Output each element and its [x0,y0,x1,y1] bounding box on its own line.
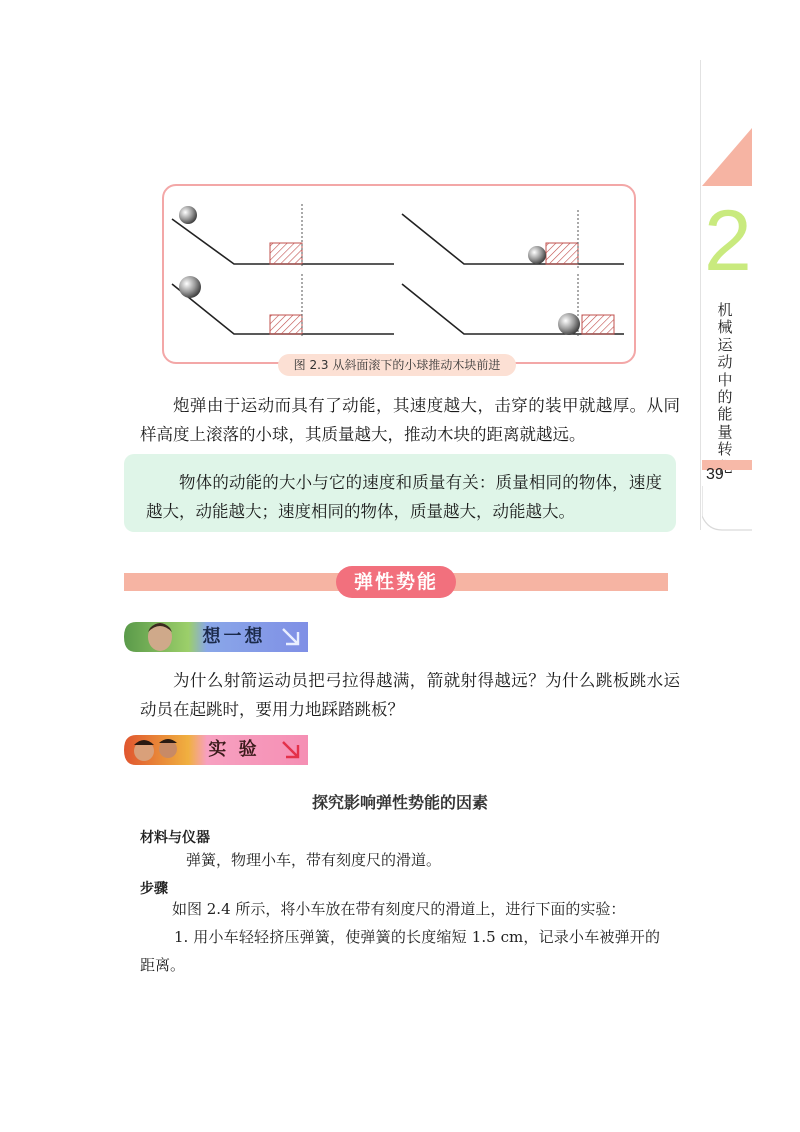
experiment-title: 探究影响弹性势能的因素 [311,793,488,812]
think-banner [124,620,308,654]
small-ball [179,206,197,224]
steps-intro: 如图 2.4 所示，将小车放在带有刻度尺的滑道上，进行下面的实验： [172,900,626,918]
section-title: 弹性势能 [336,566,456,598]
diagram-bottom-right [402,274,624,338]
materials-heading: 材料与仪器 [140,830,210,846]
think-question-text: 为什么射箭运动员把弓拉得越满，箭就射得越远？为什么跳板跳水运动员在起跳时，要用力地踩踏跳板？ [140,671,680,719]
key-point-text: 物体的动能的大小与它的速度和质量有关：质量相同的物体，速度越大，动能越大；速度相同的物体，质量越大，动能越大。 [146,473,662,521]
arrow-down-right-icon [280,626,302,648]
step-1: 1. 用小车轻轻挤压弹簧，使弹簧的长度缩短 1.5 cm，记录小车被弹开的距离。 [140,928,660,974]
large-ball-moved [558,313,580,335]
figure-caption: 图 2.3 从斜面滚下的小球推动木块前进 [278,354,516,376]
materials-text: 弹簧，物理小车，带有刻度尺的滑道。 [186,851,442,869]
side-tab-triangle [702,128,752,186]
side-tab-fold [702,486,752,532]
think-banner-label: 想一想 [202,626,266,647]
figure-incline-diagram [162,184,636,364]
experiment-banner [124,733,308,767]
diagram-top-right [402,210,624,268]
chapter-number: 2 [704,193,752,289]
body-paragraph: 炮弹由于运动而具有了动能，其速度越大，击穿的装甲就越厚。从同样高度上滚落的小球，其质量越大，推动木块的距离就越远。 [140,396,680,444]
steps-heading: 步骤 [140,881,168,897]
large-ball [179,276,201,298]
diagram-bottom-left [172,274,394,338]
page-number: 39 [706,466,724,483]
small-ball-moved [528,246,546,264]
diagram-top-left [172,204,394,268]
arrow-down-right-icon [280,739,302,761]
chapter-title: 机械运动中的能量转 [717,301,733,459]
experiment-banner-label: 实 验 [208,739,260,760]
